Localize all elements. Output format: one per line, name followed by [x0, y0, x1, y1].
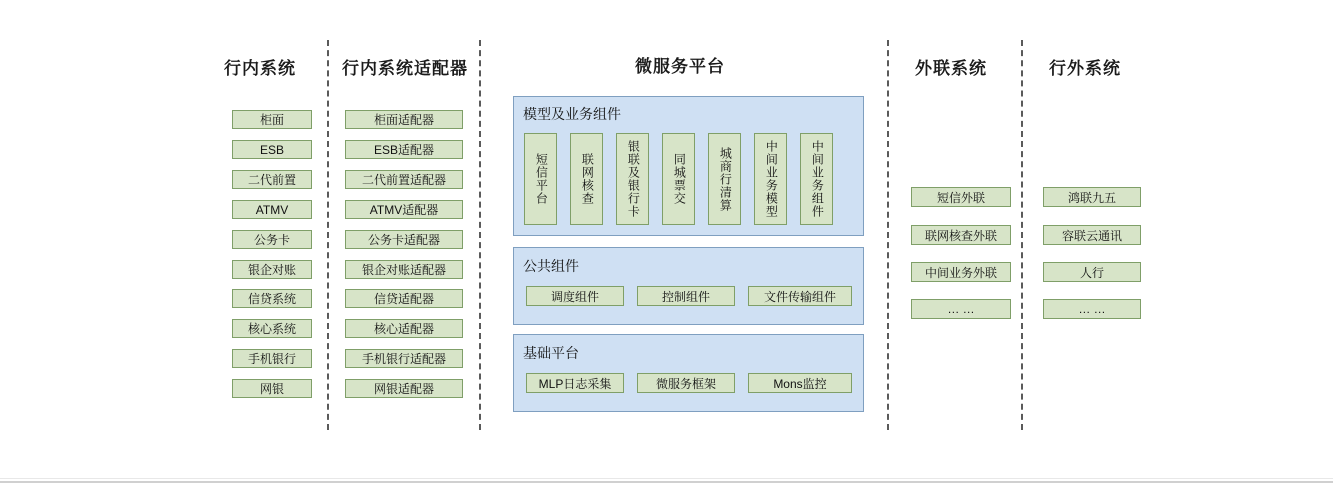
- adapter-item[interactable]: 二代前置适配器: [345, 170, 463, 189]
- adapter-item[interactable]: ATMV适配器: [345, 200, 463, 219]
- external-link-item[interactable]: 中间业务外联: [911, 262, 1011, 282]
- base-platform-item[interactable]: Mons监控: [748, 373, 852, 393]
- platform-component-item[interactable]: [708, 133, 741, 225]
- bank-system-item[interactable]: 二代前置: [232, 170, 312, 189]
- adapter-item[interactable]: 公务卡适配器: [345, 230, 463, 249]
- adapter-item[interactable]: 信贷适配器: [345, 289, 463, 308]
- platform-component-item[interactable]: [662, 133, 695, 225]
- platform-component-label: 联网核查: [580, 153, 595, 205]
- bank-system-item[interactable]: 手机银行: [232, 349, 312, 368]
- panel-title-base-platform: 基础平台: [523, 345, 579, 361]
- outside-system-item[interactable]: 人行: [1043, 262, 1141, 282]
- bank-system-item[interactable]: 信贷系统: [232, 289, 312, 308]
- divider-2: [479, 40, 481, 430]
- bank-system-item[interactable]: ESB: [232, 140, 312, 159]
- external-link-item[interactable]: 短信外联: [911, 187, 1011, 207]
- public-component-item[interactable]: 调度组件: [526, 286, 624, 306]
- outside-system-item[interactable]: 鸿联九五: [1043, 187, 1141, 207]
- platform-component-item[interactable]: [524, 133, 557, 225]
- adapter-item[interactable]: 核心适配器: [345, 319, 463, 338]
- panel-title-public-components: 公共组件: [523, 258, 579, 274]
- divider-3: [887, 40, 889, 430]
- public-component-item[interactable]: 控制组件: [637, 286, 735, 306]
- panel-title-model-business-components: 模型及业务组件: [523, 106, 621, 122]
- platform-component-label: 银联及银行卡: [626, 140, 641, 218]
- platform-component-label: 中间业务模型: [764, 140, 779, 218]
- column-title-adapters: 行内系统适配器: [342, 59, 468, 78]
- bank-system-item[interactable]: 网银: [232, 379, 312, 398]
- column-title-external-link: 外联系统: [915, 59, 987, 78]
- divider-1: [327, 40, 329, 430]
- platform-component-item[interactable]: [800, 133, 833, 225]
- column-title-bank-systems: 行内系统: [224, 59, 296, 78]
- bank-system-item[interactable]: ATMV: [232, 200, 312, 219]
- bank-system-item[interactable]: 公务卡: [232, 230, 312, 249]
- platform-component-label: 短信平台: [534, 153, 549, 205]
- adapter-item[interactable]: 银企对账适配器: [345, 260, 463, 279]
- adapter-item[interactable]: 手机银行适配器: [345, 349, 463, 368]
- outside-system-item[interactable]: … …: [1043, 299, 1141, 319]
- column-title-outside-systems: 行外系统: [1049, 59, 1121, 78]
- platform-component-label: 城商行清算: [718, 146, 733, 212]
- platform-component-label: 同城票交: [672, 153, 687, 205]
- bank-system-item[interactable]: 银企对账: [232, 260, 312, 279]
- external-link-item[interactable]: … …: [911, 299, 1011, 319]
- base-platform-item[interactable]: MLP日志采集: [526, 373, 624, 393]
- external-link-item[interactable]: 联网核查外联: [911, 225, 1011, 245]
- adapter-item[interactable]: 柜面适配器: [345, 110, 463, 129]
- divider-4: [1021, 40, 1023, 430]
- column-title-microservice-platform: 微服务平台: [635, 57, 725, 76]
- adapter-item[interactable]: 网银适配器: [345, 379, 463, 398]
- platform-component-label: 中间业务组件: [810, 140, 825, 218]
- platform-component-item[interactable]: [570, 133, 603, 225]
- bank-system-item[interactable]: 核心系统: [232, 319, 312, 338]
- bank-system-item[interactable]: 柜面: [232, 110, 312, 129]
- platform-component-item[interactable]: [754, 133, 787, 225]
- outside-system-item[interactable]: 容联云通讯: [1043, 225, 1141, 245]
- public-component-item[interactable]: 文件传输组件: [748, 286, 852, 306]
- adapter-item[interactable]: ESB适配器: [345, 140, 463, 159]
- bottom-rule-secondary: [0, 478, 1333, 479]
- platform-component-item[interactable]: [616, 133, 649, 225]
- base-platform-item[interactable]: 微服务框架: [637, 373, 735, 393]
